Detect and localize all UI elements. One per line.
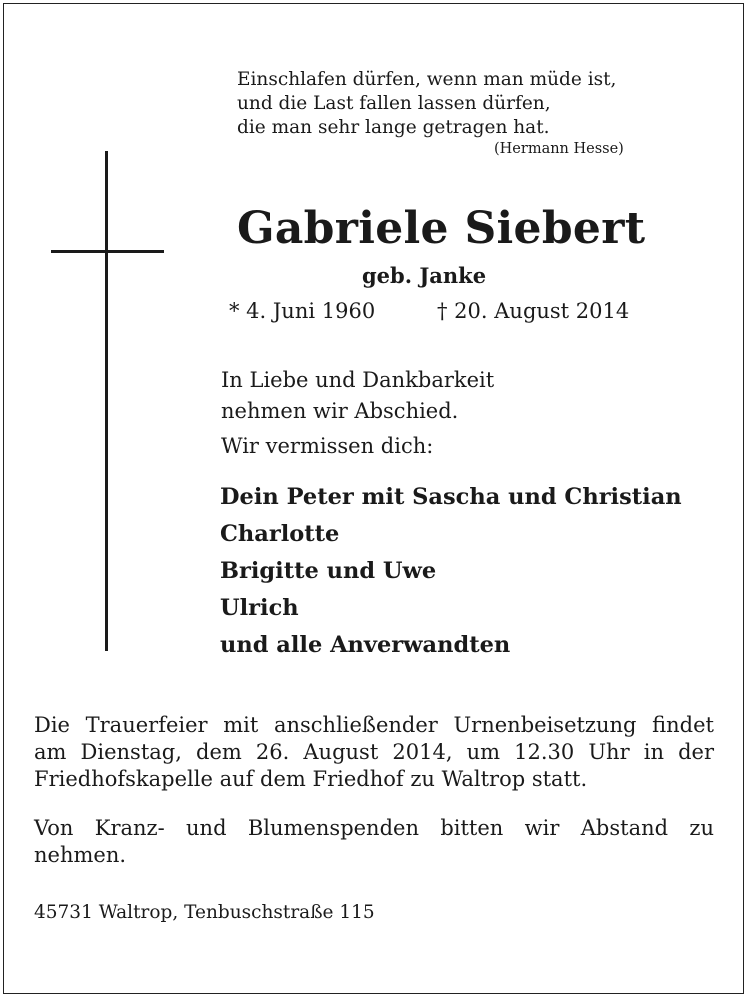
funeral-info [34, 712, 714, 793]
cross-horizontal-bar [51, 250, 164, 253]
death-date: † 20. August 2014 [437, 299, 630, 323]
cross-vertical-bar [105, 151, 108, 651]
mourner-entry: Charlotte [220, 521, 340, 547]
family-address: 45731 Waltrop, Tenbuschstraße 115 [34, 902, 375, 923]
flower-line: nehmen. [34, 843, 127, 867]
hesse-quote [237, 68, 616, 140]
quote-author: (Hermann Hesse) [494, 141, 624, 157]
funeral-line: am Dienstag, dem 26. August 2014, um 12.30 Uhr in der [34, 740, 714, 764]
message-line: In Liebe und Dankbarkeit [221, 368, 495, 392]
message-line: nehmen wir Abschied. [221, 399, 459, 423]
flower-request [34, 815, 714, 869]
maiden-name: geb. Janke [362, 263, 487, 288]
funeral-line: Friedhofskapelle auf dem Friedhof zu Waltrop statt. [34, 767, 588, 791]
farewell-message [221, 365, 494, 462]
flower-line: Von Kranz- und Blumenspenden bitten wir Abstand zu [34, 816, 714, 840]
quote-line: die man sehr lange getragen hat. [237, 117, 550, 138]
mourner-entry: Brigitte und Uwe [220, 558, 437, 584]
quote-line: und die Last fallen lassen dürfen, [237, 93, 551, 114]
message-line: Wir vermissen dich: [221, 434, 434, 458]
mourner-entry: Dein Peter mit Sascha und Christian [220, 484, 682, 510]
deceased-name: Gabriele Siebert [237, 203, 646, 254]
mourner-entry: und alle Anverwandten [220, 632, 511, 658]
funeral-line: Die Trauerfeier mit anschließender Urnenbeisetzung findet [34, 713, 714, 737]
quote-line: Einschlafen dürfen, wenn man müde ist, [237, 69, 617, 90]
birth-date: * 4. Juni 1960 [229, 299, 376, 323]
mourners-list [220, 479, 682, 664]
mourner-entry: Ulrich [220, 595, 299, 621]
